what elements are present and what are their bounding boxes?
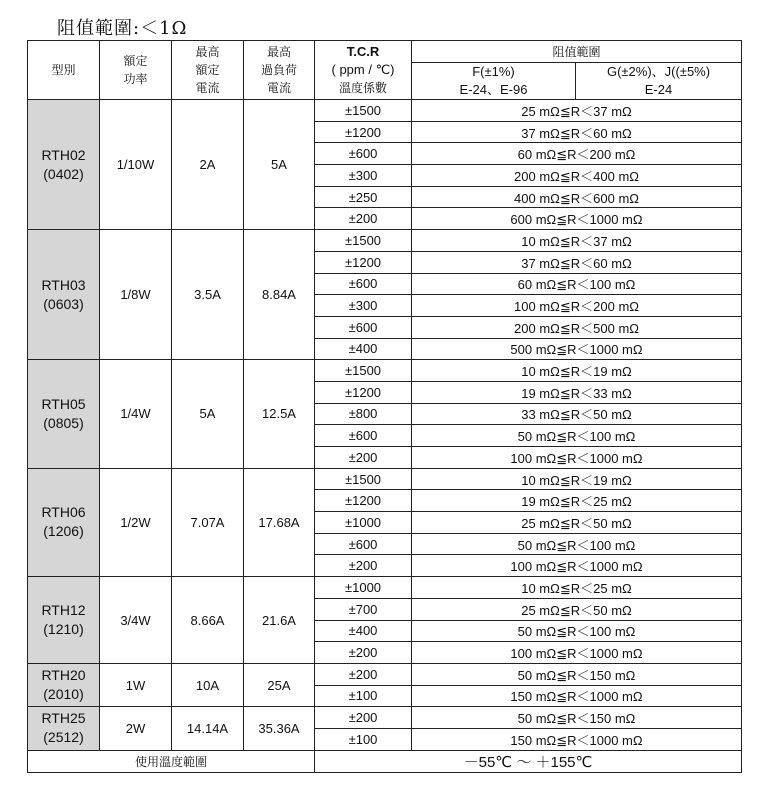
range-cell: 100 mΩ≦R＜1000 mΩ	[412, 555, 742, 577]
model-cell: RTH02 (0402)	[28, 100, 100, 230]
model-cell: RTH20 (2010)	[28, 663, 100, 706]
table-row	[28, 360, 742, 382]
tcr-cell: ±600	[315, 533, 412, 555]
tcr-cell: ±1200	[315, 490, 412, 512]
model-cell: RTH12 (1210)	[28, 577, 100, 664]
tcr-cell: ±1500	[315, 230, 412, 252]
tcr-cell: ±1000	[315, 512, 412, 534]
header-power: 額定 功率	[100, 41, 172, 100]
overload-cell: 12.5A	[244, 360, 315, 468]
tcr-cell: ±600	[315, 316, 412, 338]
range-cell: 150 mΩ≦R＜1000 mΩ	[412, 728, 742, 750]
power-cell: 1W	[100, 663, 172, 706]
header-model: 型別	[28, 41, 100, 100]
range-cell: 19 mΩ≦R＜33 mΩ	[412, 381, 742, 403]
tcr-cell: ±200	[315, 447, 412, 469]
table-row	[28, 230, 742, 252]
header-gj-tolerance: G(±2%)、J((±5%) E-24	[576, 63, 742, 100]
tcr-cell: ±400	[315, 620, 412, 642]
page-title: 阻值範圍:＜1Ω	[57, 18, 188, 39]
tcr-cell: ±1000	[315, 577, 412, 599]
current-cell: 7.07A	[172, 468, 244, 576]
range-cell: 19 mΩ≦R＜25 mΩ	[412, 490, 742, 512]
range-cell: 50 mΩ≦R＜100 mΩ	[412, 620, 742, 642]
range-cell: 37 mΩ≦R＜60 mΩ	[412, 251, 742, 273]
range-cell: 10 mΩ≦R＜37 mΩ	[412, 230, 742, 252]
model-cell: RTH03 (0603)	[28, 230, 100, 360]
header-tcr: T.C.R ( ppm / ℃) 溫度係數	[315, 41, 412, 100]
current-cell: 10A	[172, 663, 244, 706]
footer-temperature-range: －55℃ ～ ＋155℃	[315, 750, 742, 772]
model-cell: RTH06 (1206)	[28, 468, 100, 576]
overload-cell: 8.84A	[244, 230, 315, 360]
resistor-spec-table	[27, 40, 742, 773]
table-row	[28, 100, 742, 122]
tcr-cell: ±1200	[315, 121, 412, 143]
model-cell: RTH05 (0805)	[28, 360, 100, 468]
range-cell: 33 mΩ≦R＜50 mΩ	[412, 403, 742, 425]
range-cell: 500 mΩ≦R＜1000 mΩ	[412, 338, 742, 360]
tcr-cell: ±200	[315, 707, 412, 729]
range-cell: 200 mΩ≦R＜400 mΩ	[412, 165, 742, 187]
range-cell: 100 mΩ≦R＜1000 mΩ	[412, 447, 742, 469]
tcr-cell: ±400	[315, 338, 412, 360]
current-cell: 3.5A	[172, 230, 244, 360]
range-cell: 50 mΩ≦R＜100 mΩ	[412, 533, 742, 555]
range-cell: 400 mΩ≦R＜600 mΩ	[412, 186, 742, 208]
current-cell: 5A	[172, 360, 244, 468]
range-cell: 50 mΩ≦R＜150 mΩ	[412, 663, 742, 685]
tcr-cell: ±600	[315, 273, 412, 295]
range-cell: 600 mΩ≦R＜1000 mΩ	[412, 208, 742, 230]
tcr-cell: ±1200	[315, 381, 412, 403]
power-cell: 1/8W	[100, 230, 172, 360]
header-max-overload: 最高 過負荷 電流	[244, 41, 315, 100]
tcr-cell: ±600	[315, 143, 412, 165]
range-cell: 25 mΩ≦R＜50 mΩ	[412, 512, 742, 534]
range-cell: 10 mΩ≦R＜25 mΩ	[412, 577, 742, 599]
tcr-cell: ±1500	[315, 100, 412, 122]
overload-cell: 17.68A	[244, 468, 315, 576]
range-cell: 100 mΩ≦R＜1000 mΩ	[412, 642, 742, 664]
range-cell: 200 mΩ≦R＜500 mΩ	[412, 316, 742, 338]
range-cell: 10 mΩ≦R＜19 mΩ	[412, 468, 742, 490]
model-cell: RTH25 (2512)	[28, 707, 100, 750]
range-cell: 37 mΩ≦R＜60 mΩ	[412, 121, 742, 143]
range-cell: 10 mΩ≦R＜19 mΩ	[412, 360, 742, 382]
header-range: 阻值範圍	[412, 41, 742, 63]
header-max-current: 最高 額定 電流	[172, 41, 244, 100]
range-cell: 60 mΩ≦R＜100 mΩ	[412, 273, 742, 295]
tcr-cell: ±100	[315, 728, 412, 750]
current-cell: 2A	[172, 100, 244, 230]
range-cell: 60 mΩ≦R＜200 mΩ	[412, 143, 742, 165]
overload-cell: 21.6A	[244, 577, 315, 664]
table-body	[28, 100, 742, 751]
range-cell: 25 mΩ≦R＜50 mΩ	[412, 598, 742, 620]
table-row	[28, 663, 742, 685]
overload-cell: 5A	[244, 100, 315, 230]
tcr-cell: ±1500	[315, 468, 412, 490]
power-cell: 1/4W	[100, 360, 172, 468]
range-cell: 100 mΩ≦R＜200 mΩ	[412, 295, 742, 317]
power-cell: 1/2W	[100, 468, 172, 576]
power-cell: 2W	[100, 707, 172, 750]
tcr-cell: ±200	[315, 555, 412, 577]
table-row	[28, 468, 742, 490]
tcr-cell: ±1500	[315, 360, 412, 382]
tcr-cell: ±700	[315, 598, 412, 620]
tcr-cell: ±100	[315, 685, 412, 707]
tcr-cell: ±300	[315, 295, 412, 317]
table-row	[28, 577, 742, 599]
tcr-cell: ±250	[315, 186, 412, 208]
overload-cell: 35.36A	[244, 707, 315, 750]
table-row	[28, 707, 742, 729]
range-cell: 25 mΩ≦R＜37 mΩ	[412, 100, 742, 122]
tcr-cell: ±200	[315, 642, 412, 664]
range-cell: 50 mΩ≦R＜150 mΩ	[412, 707, 742, 729]
tcr-cell: ±600	[315, 425, 412, 447]
power-cell: 3/4W	[100, 577, 172, 664]
power-cell: 1/10W	[100, 100, 172, 230]
tcr-cell: ±300	[315, 165, 412, 187]
footer-label: 使用溫度範圍	[28, 750, 315, 772]
tcr-cell: ±800	[315, 403, 412, 425]
tcr-cell: ±200	[315, 663, 412, 685]
current-cell: 14.14A	[172, 707, 244, 750]
range-cell: 50 mΩ≦R＜100 mΩ	[412, 425, 742, 447]
header-f-tolerance: F(±1%) E-24、E-96	[412, 63, 576, 100]
overload-cell: 25A	[244, 663, 315, 706]
tcr-cell: ±1200	[315, 251, 412, 273]
tcr-cell: ±200	[315, 208, 412, 230]
range-cell: 150 mΩ≦R＜1000 mΩ	[412, 685, 742, 707]
current-cell: 8.66A	[172, 577, 244, 664]
